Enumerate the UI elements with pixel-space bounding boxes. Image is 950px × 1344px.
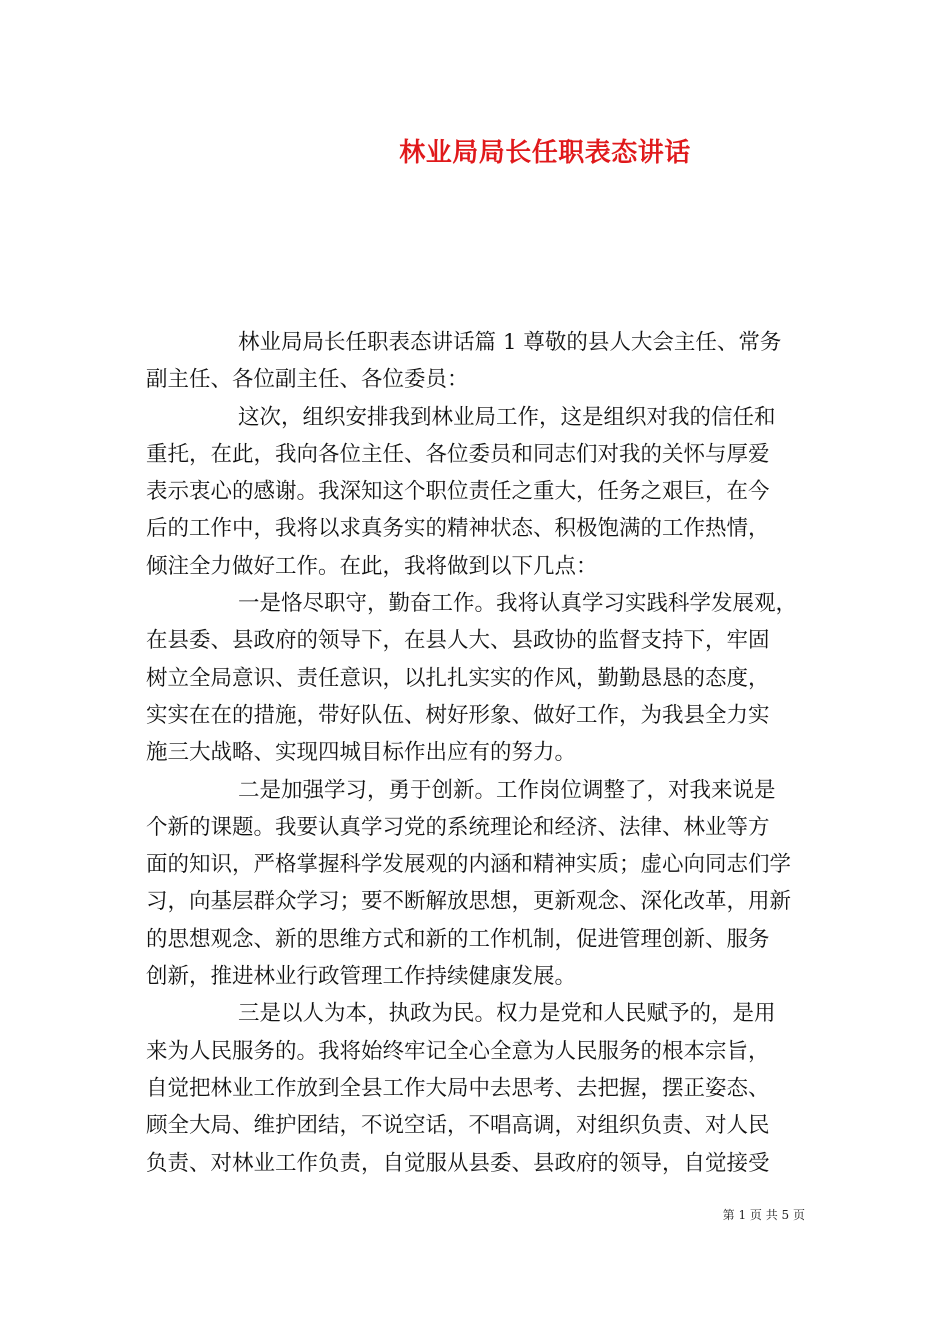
document-title: 林业局局长任职表态讲话	[399, 138, 691, 168]
document-body	[146, 324, 808, 1182]
text-line: 来为人民服务的。我将始终牢记全心全意为人民服务的根本宗旨，	[146, 1038, 770, 1064]
text-line: 倾注全力做好工作。在此，我将做到以下几点：	[146, 553, 598, 579]
text-line: 个新的课题。我要认真学习党的系统理论和经济、法律、林业等方	[146, 814, 770, 840]
text-line: 的思想观念、新的思维方式和新的工作机制，促进管理创新、服务	[146, 926, 770, 952]
text-line: 创新，推进林业行政管理工作持续健康发展。	[146, 964, 577, 990]
text-line: 在县委、县政府的领导下，在县人大、县政协的监督支持下，牢固	[146, 628, 770, 654]
text-line: 这次，组织安排我到林业局工作，这是组织对我的信任和	[238, 404, 776, 430]
text-line: 三是以人为本，执政为民。权力是党和人民赋予的，是用	[238, 1001, 776, 1027]
text-line: 习，向基层群众学习；要不断解放思想，更新观念、深化改革，用新	[146, 889, 792, 915]
text-line: 实实在在的措施，带好队伍、树好形象、做好工作，为我县全力实	[146, 702, 770, 728]
text-line: 面的知识，严格掌握科学发展观的内涵和精神实质；虚心向同志们学	[146, 852, 792, 878]
text-line: 自觉把林业工作放到全县工作大局中去思考、去把握，摆正姿态、	[146, 1075, 770, 1101]
text-line: 一是恪尽职守，勤奋工作。我将认真学习实践科学发展观，	[238, 591, 798, 617]
text-line: 负责、对林业工作负责，自觉服从县委、县政府的领导，自觉接受	[146, 1150, 770, 1176]
text-line: 林业局局长任职表态讲话篇 1 尊敬的县人大会主任、常务	[238, 330, 782, 355]
text-line: 施三大战略、实现四城目标作出应有的努力。	[146, 740, 577, 766]
text-line: 树立全局意识、责任意识，以扎扎实实的作风，勤勤恳恳的态度，	[146, 665, 770, 691]
text-line: 二是加强学习，勇于创新。工作岗位调整了，对我来说是	[238, 777, 776, 803]
text-line: 后的工作中，我将以求真务实的精神状态、积极饱满的工作热情，	[146, 516, 770, 542]
text-line: 副主任、各位副主任、各位委员：	[146, 367, 469, 393]
text-line: 重托，在此，我向各位主任、各位委员和同志们对我的关怀与厚爱	[146, 441, 770, 467]
text-line: 顾全大局、维护团结，不说空话，不唱高调，对组织负责、对人民	[146, 1113, 770, 1139]
page-number-footer: 第 1 页 共 5 页	[722, 1208, 805, 1222]
text-line: 表示衷心的感谢。我深知这个职位责任之重大，任务之艰巨，在今	[146, 479, 770, 505]
